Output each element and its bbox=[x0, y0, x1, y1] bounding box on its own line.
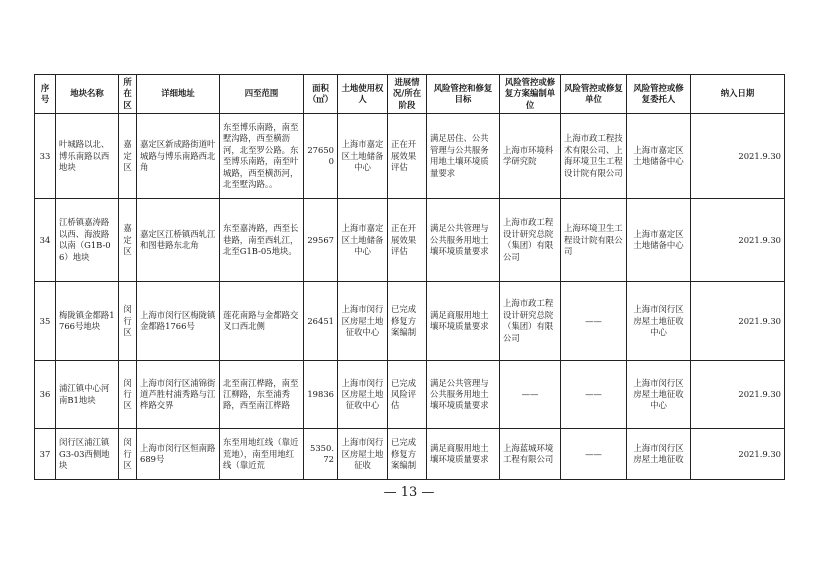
cell-date: 2021.9.30 bbox=[691, 429, 785, 480]
cell-principal: 上海市闵行区房屋土地征收中心 bbox=[627, 361, 691, 429]
col-header-remediation-unit: 风险管控或修复单位 bbox=[561, 75, 627, 114]
table-row bbox=[35, 199, 785, 282]
cell-plan-unit: 上海蓝城环境工程有限公司 bbox=[500, 429, 561, 480]
table-row bbox=[35, 361, 785, 429]
cell-target: 满足公共管理与公共服务用地土壤环境质量要求 bbox=[427, 361, 500, 429]
col-header-principal: 风险管控或修复委托人 bbox=[627, 75, 691, 114]
cell-area: 29567 bbox=[304, 199, 338, 282]
cell-area: 19836 bbox=[304, 361, 338, 429]
cell-land-user: 上海市闵行区房屋土地征收 bbox=[338, 429, 388, 480]
col-header-site-name: 地块名称 bbox=[56, 75, 119, 114]
cell-index: 34 bbox=[35, 199, 56, 282]
cell-district: 闵行区 bbox=[119, 429, 137, 480]
cell-progress: 已完成修复方案编制 bbox=[388, 429, 427, 480]
cell-target: 满足公共管理与公共服务用地土壤环境质量要求 bbox=[427, 199, 500, 282]
col-header-district: 所在区 bbox=[119, 75, 137, 114]
cell-boundaries: 东至嘉涛路，西至长巷路，南至西轧江，北至G1B-05地块。 bbox=[220, 199, 304, 282]
cell-site-name: 浦江镇中心河南B1地块 bbox=[56, 361, 119, 429]
cell-remediation-unit: —— bbox=[561, 282, 627, 361]
cell-plan-unit: 上海市政工程设计研究总院（集团）有限公司 bbox=[500, 282, 561, 361]
cell-remediation-unit: —— bbox=[561, 429, 627, 480]
cell-plan-unit: 上海市政工程设计研究总院（集团）有限公司 bbox=[500, 199, 561, 282]
cell-index: 33 bbox=[35, 114, 56, 199]
cell-progress: 正在开展效果评估 bbox=[388, 114, 427, 199]
cell-remediation-unit: —— bbox=[561, 361, 627, 429]
cell-remediation-unit: 上海市政工程技术有限公司、上海环境卫生工程设计院有限公司 bbox=[561, 114, 627, 199]
cell-target: 满足商服用地土壤环境质量要求 bbox=[427, 429, 500, 480]
cell-principal: 上海市嘉定区土地储备中心 bbox=[627, 199, 691, 282]
col-header-progress: 进展情况/所在阶段 bbox=[388, 75, 427, 114]
cell-index: 36 bbox=[35, 361, 56, 429]
contaminated-site-table bbox=[34, 74, 785, 480]
cell-index: 37 bbox=[35, 429, 56, 480]
cell-principal: 上海市闵行区房屋土地征收 bbox=[627, 429, 691, 480]
page-number: — 13 — bbox=[383, 485, 435, 500]
cell-address: 嘉定区新成路街道叶城路与博乐南路西北角 bbox=[137, 114, 220, 199]
cell-plan-unit: 上海市环境科学研究院 bbox=[500, 114, 561, 199]
cell-boundaries: 莲花南路与金都路交叉口西北侧 bbox=[220, 282, 304, 361]
cell-date: 2021.9.30 bbox=[691, 282, 785, 361]
col-header-index: 序号 bbox=[35, 75, 56, 114]
col-header-area: 面积（㎡） bbox=[304, 75, 338, 114]
cell-principal: 上海市嘉定区土地储备中心 bbox=[627, 114, 691, 199]
cell-district: 嘉定区 bbox=[119, 114, 137, 199]
table-header-row bbox=[35, 75, 785, 114]
cell-progress: 已完成修复方案编制 bbox=[388, 282, 427, 361]
cell-site-name: 叶城路以北、博乐南路以西地块 bbox=[56, 114, 119, 199]
cell-address: 上海市闵行区梅陇镇金都路1766号 bbox=[137, 282, 220, 361]
cell-date: 2021.9.30 bbox=[691, 361, 785, 429]
cell-address: 嘉定区江桥镇西轧江和图巷路东北角 bbox=[137, 199, 220, 282]
cell-site-name: 江桥镇嘉涛路以西、海波路以南（G1B-06）地块 bbox=[56, 199, 119, 282]
cell-district: 嘉定区 bbox=[119, 199, 137, 282]
cell-address: 上海市闵行区恒南路689号 bbox=[137, 429, 220, 480]
cell-remediation-unit: 上海环境卫生工程设计院有限公司 bbox=[561, 199, 627, 282]
col-header-land-user: 土地使用权人 bbox=[338, 75, 388, 114]
col-header-target: 风险管控和修复目标 bbox=[427, 75, 500, 114]
cell-progress: 正在开展效果评估 bbox=[388, 199, 427, 282]
cell-boundaries: 东至用地红线（靠近荒地），南至用地红线（靠近荒 bbox=[220, 429, 304, 480]
table-row bbox=[35, 429, 785, 480]
col-header-boundaries: 四至范围 bbox=[220, 75, 304, 114]
cell-area: 276500 bbox=[304, 114, 338, 199]
col-header-plan-unit: 风险管控或修复方案编制单位 bbox=[500, 75, 561, 114]
cell-progress: 已完成风险评估 bbox=[388, 361, 427, 429]
cell-land-user: 上海市闵行区房屋土地征收中心 bbox=[338, 282, 388, 361]
cell-area: 5350.72 bbox=[304, 429, 338, 480]
cell-site-name: 闵行区浦江镇G3-03西侧地块 bbox=[56, 429, 119, 480]
cell-area: 26451 bbox=[304, 282, 338, 361]
cell-target: 满足商服用地土壤环境质量要求 bbox=[427, 282, 500, 361]
cell-date: 2021.9.30 bbox=[691, 114, 785, 199]
cell-index: 35 bbox=[35, 282, 56, 361]
cell-district: 闵行区 bbox=[119, 361, 137, 429]
cell-target: 满足居住、公共管理与公共服务用地土壤环境质量要求 bbox=[427, 114, 500, 199]
cell-boundaries: 北至南江桦路，南至江柳路，东至浦秀路，西至南江桦路 bbox=[220, 361, 304, 429]
table-row bbox=[35, 282, 785, 361]
cell-boundaries: 东至博乐南路，南至墅沟路，西至横沥河，北至罗公路。东至博乐南路，南至叶城路，西至横沥河，北至墅沟路。。 bbox=[220, 114, 304, 199]
table-row bbox=[35, 114, 785, 199]
cell-land-user: 上海市嘉定区土地储备中心 bbox=[338, 199, 388, 282]
col-header-address: 详细地址 bbox=[137, 75, 220, 114]
cell-address: 上海市闵行区浦锦街道芦胜村浦秀路与江桦路交界 bbox=[137, 361, 220, 429]
cell-district: 闵行区 bbox=[119, 282, 137, 361]
cell-site-name: 梅陇镇金都路1766号地块 bbox=[56, 282, 119, 361]
cell-plan-unit: —— bbox=[500, 361, 561, 429]
cell-date: 2021.9.30 bbox=[691, 199, 785, 282]
cell-land-user: 上海市嘉定区土地储备中心 bbox=[338, 114, 388, 199]
cell-land-user: 上海市闵行区房屋土地征收中心 bbox=[338, 361, 388, 429]
col-header-date: 纳入日期 bbox=[691, 75, 785, 114]
cell-principal: 上海市闵行区房屋土地征收中心 bbox=[627, 282, 691, 361]
